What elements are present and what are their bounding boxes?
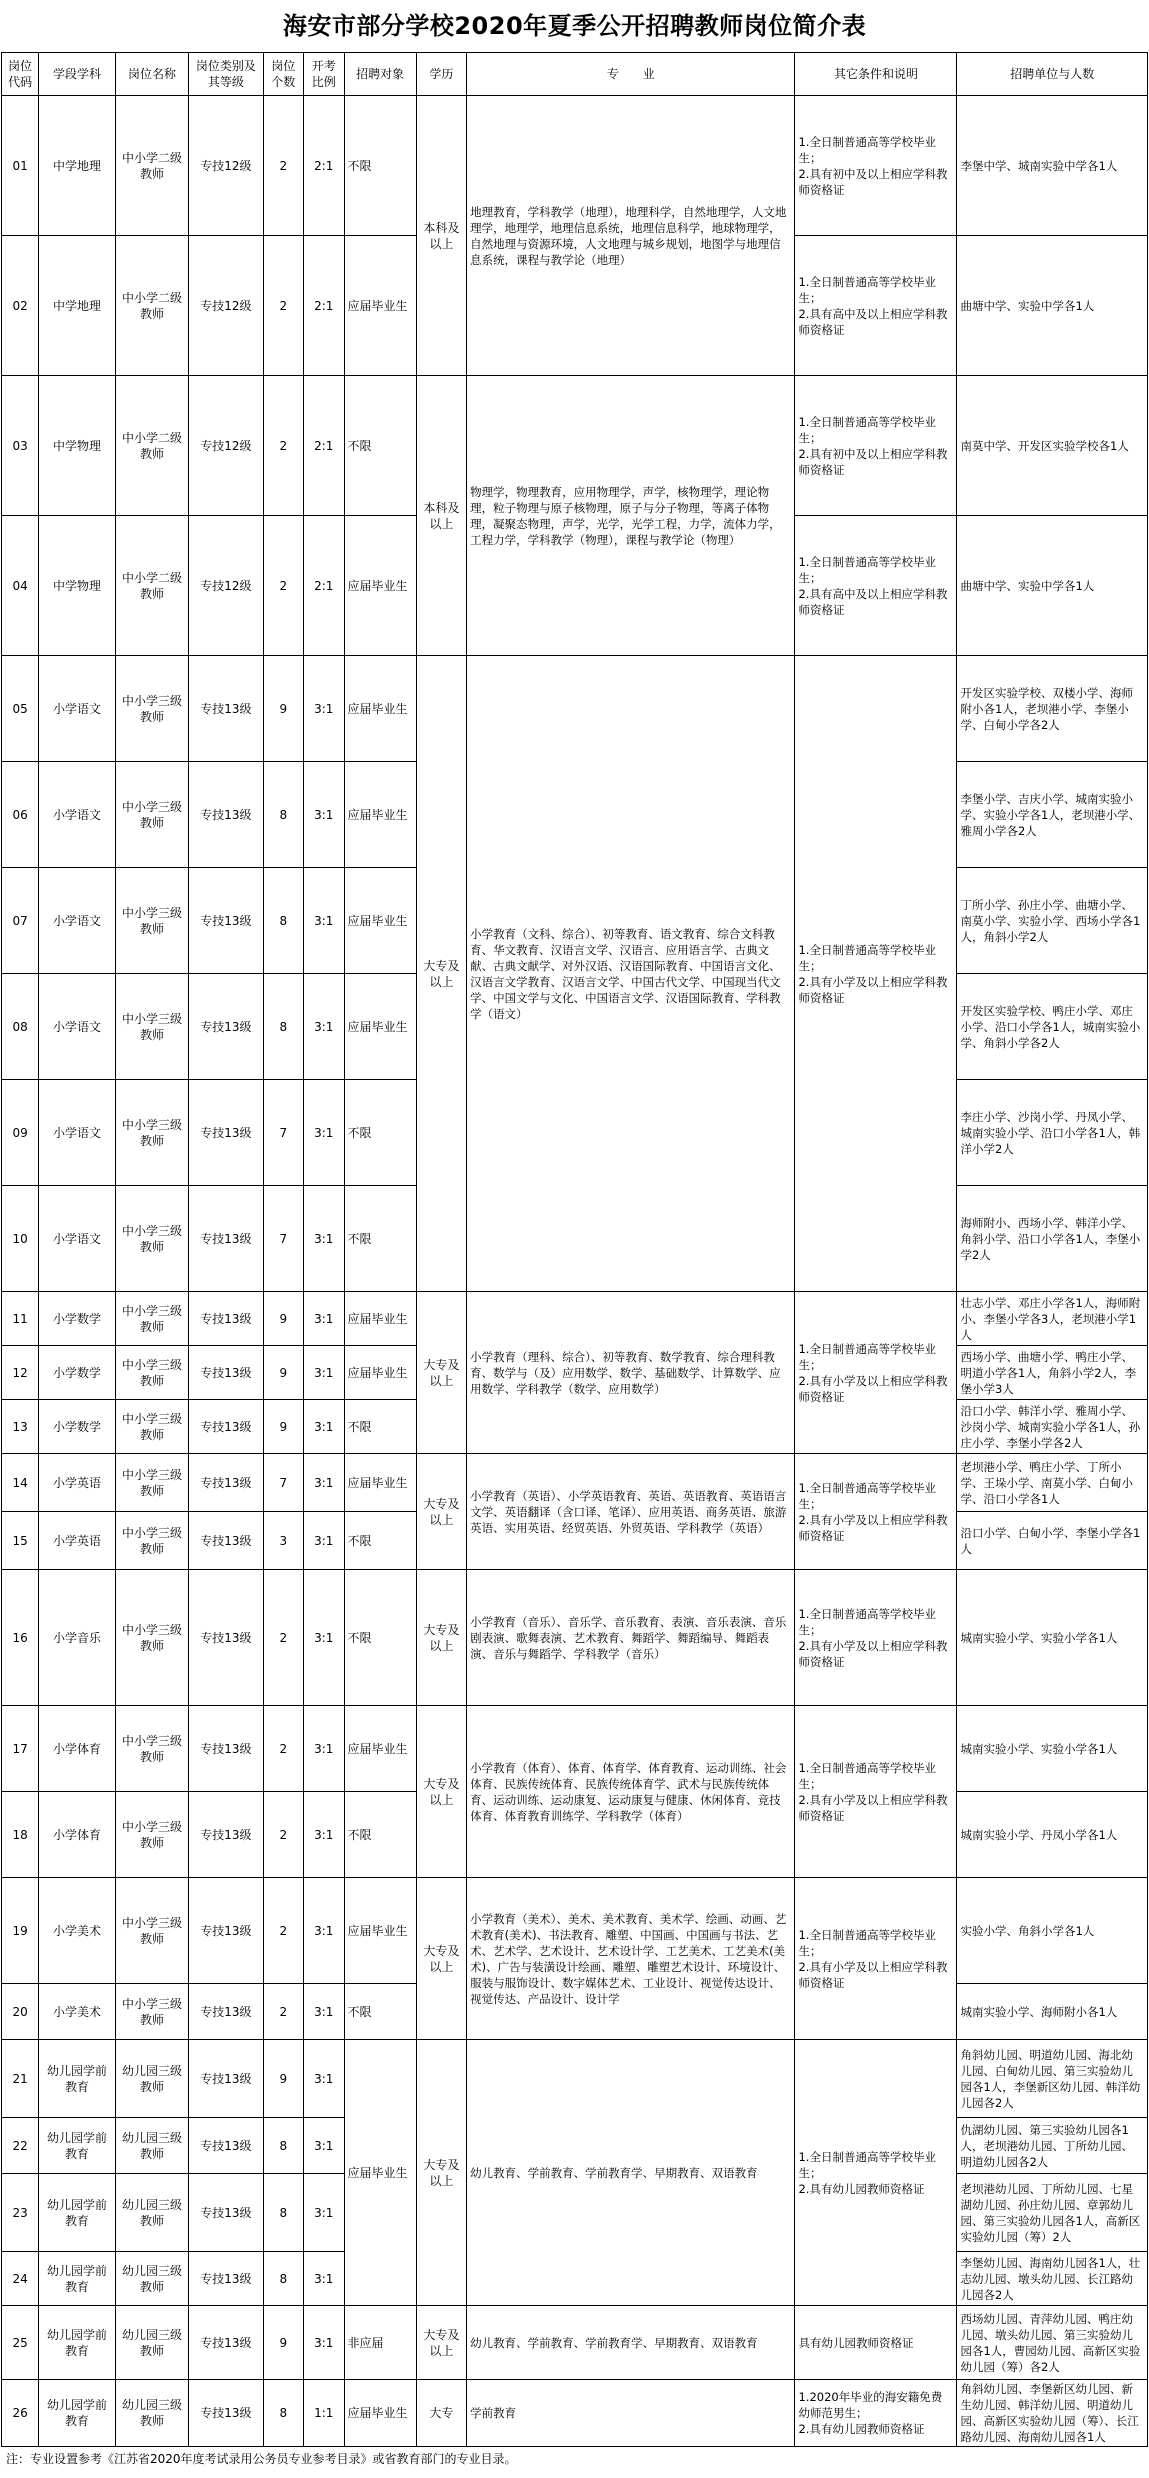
cell-post: 中小学三级教师 [115,656,188,762]
cell-subject: 小学英语 [39,1454,116,1512]
cell-code: 24 [2,2252,39,2306]
table-row [2,656,1148,762]
cell-count: 9 [263,2306,303,2380]
header-count: 岗位个数 [263,53,303,96]
cell-subject: 小学美术 [39,1878,116,1984]
header-code: 岗位代码 [2,53,39,96]
cell-count: 2 [263,516,303,656]
cell-post: 幼儿园三级教师 [115,2040,188,2118]
cell-count: 2 [263,376,303,516]
cell-target: 不限 [344,1400,416,1454]
cell-grade: 专技13级 [189,2380,263,2447]
cell-major: 幼儿教育、学前教育、学前教育学、早期教育、双语教育 [467,2306,795,2380]
cell-subject: 小学语文 [39,656,116,762]
cell-post: 中小学三级教师 [115,1570,188,1706]
cell-target: 应届毕业生 [344,974,416,1080]
cell-grade: 专技13级 [189,1706,263,1792]
cell-subject: 小学体育 [39,1706,116,1792]
cell-major: 小学教育（美术）、美术、美术教育、美术学、绘画、动画、艺术教育(美术)、书法教育、雕塑、中国画、中国画与书法、艺术、艺术学、艺术设计、艺术设计学、工艺美术、工艺美术(美术)、广告与装潢设计绘画、雕塑、雕塑艺术设计、环境设计、服装与服饰设计、数字媒体艺术、工业设计、视觉传达设计、视觉传达、产品设计、设计学 [467,1878,795,2040]
cell-subject: 中学地理 [39,236,116,376]
cell-other: 1.全日制普通高等学校毕业生； 2.具有高中及以上相应学科教师资格证 [795,236,957,376]
cell-other: 1.全日制普通高等学校毕业生； 2.具有小学及以上相应学科教师资格证 [795,1292,957,1454]
cell-other: 1.全日制普通高等学校毕业生； 2.具有初中及以上相应学科教师资格证 [795,376,957,516]
cell-units: 仇湖幼儿园、第三实验幼儿园各1人，老坝港幼儿园、丁所幼儿园、明道幼儿园各2人 [957,2118,1148,2174]
cell-grade: 专技13级 [189,974,263,1080]
cell-target: 应届毕业生 [344,2380,416,2447]
cell-ratio: 3:1 [304,2252,344,2306]
cell-units: 城南实验小学、实验小学各1人 [957,1706,1148,1792]
cell-ratio: 2:1 [304,96,344,236]
cell-ratio: 3:1 [304,656,344,762]
cell-post: 中小学二级教师 [115,376,188,516]
cell-target: 不限 [344,96,416,236]
cell-subject: 小学美术 [39,1984,116,2040]
cell-grade: 专技13级 [189,1570,263,1706]
cell-ratio: 3:1 [304,1186,344,1292]
cell-units: 角斜幼儿园、李堡新区幼儿园、新生幼儿园、韩洋幼儿园、明道幼儿园、高新区实验幼儿园（筹）、长江路幼儿园、海南幼儿园各1人 [957,2380,1148,2447]
cell-post: 中小学三级教师 [115,1878,188,1984]
cell-ratio: 3:1 [304,2118,344,2174]
cell-post: 中小学三级教师 [115,762,188,868]
cell-subject: 小学语文 [39,762,116,868]
cell-ratio: 3:1 [304,2040,344,2118]
cell-post: 幼儿园三级教师 [115,2252,188,2306]
cell-other: 1.全日制普通高等学校毕业生； 2.具有小学及以上相应学科教师资格证 [795,1454,957,1570]
cell-ratio: 3:1 [304,974,344,1080]
cell-target: 应届毕业生 [344,236,416,376]
cell-edu: 大专及以上 [416,2306,466,2380]
cell-other: 1.全日制普通高等学校毕业生； 2.具有小学及以上相应学科教师资格证 [795,656,957,1292]
table-row [2,2380,1148,2447]
cell-code: 17 [2,1706,39,1792]
cell-code: 09 [2,1080,39,1186]
header-edu: 学历 [416,53,466,96]
cell-count: 8 [263,2252,303,2306]
cell-post: 中小学三级教师 [115,1186,188,1292]
cell-subject: 小学语文 [39,974,116,1080]
cell-ratio: 3:1 [304,1984,344,2040]
table-row [2,96,1148,236]
cell-count: 9 [263,1292,303,1346]
cell-post: 中小学三级教师 [115,1292,188,1346]
cell-post: 中小学三级教师 [115,1346,188,1400]
cell-count: 8 [263,762,303,868]
cell-grade: 专技13级 [189,2252,263,2306]
cell-other: 1.全日制普通高等学校毕业生； 2.具有初中及以上相应学科教师资格证 [795,96,957,236]
cell-units: 南莫中学、开发区实验学校各1人 [957,376,1148,516]
table-row [2,2306,1148,2380]
cell-ratio: 3:1 [304,1080,344,1186]
cell-subject: 幼儿园学前教育 [39,2040,116,2118]
cell-target: 不限 [344,376,416,516]
cell-code: 04 [2,516,39,656]
cell-ratio: 3:1 [304,1512,344,1570]
cell-target: 应届毕业生 [344,1706,416,1792]
cell-ratio: 3:1 [304,868,344,974]
cell-other: 具有幼儿园教师资格证 [795,2306,957,2380]
cell-subject: 小学语文 [39,1080,116,1186]
cell-code: 23 [2,2174,39,2252]
cell-target: 应届毕业生 [344,1292,416,1346]
cell-ratio: 3:1 [304,1454,344,1512]
cell-target: 不限 [344,1570,416,1706]
cell-subject: 幼儿园学前教育 [39,2380,116,2447]
cell-subject: 中学地理 [39,96,116,236]
cell-edu: 大专及以上 [416,1454,466,1570]
cell-edu: 大专及以上 [416,1570,466,1706]
cell-grade: 专技13级 [189,1792,263,1878]
cell-code: 10 [2,1186,39,1292]
table-row [2,1454,1148,1512]
cell-count: 2 [263,96,303,236]
table-row [2,1292,1148,1346]
cell-other: 1.全日制普通高等学校毕业生； 2.具有小学及以上相应学科教师资格证 [795,1570,957,1706]
header-units: 招聘单位与人数 [957,53,1148,96]
cell-ratio: 2:1 [304,516,344,656]
cell-post: 幼儿园三级教师 [115,2380,188,2447]
table-row [2,376,1148,516]
cell-edu: 大专及以上 [416,1706,466,1878]
cell-subject: 小学音乐 [39,1570,116,1706]
cell-subject: 幼儿园学前教育 [39,2174,116,2252]
cell-post: 中小学三级教师 [115,974,188,1080]
cell-count: 2 [263,1792,303,1878]
cell-edu: 大专及以上 [416,1292,466,1454]
cell-ratio: 3:1 [304,2306,344,2380]
cell-other: 1.全日制普通高等学校毕业生； 2.具有幼儿园教师资格证 [795,2040,957,2306]
cell-units: 壮志小学、邓庄小学各1人，海师附小、李堡小学各3人，老坝港小学1人 [957,1292,1148,1346]
cell-code: 02 [2,236,39,376]
cell-code: 06 [2,762,39,868]
cell-other: 1.全日制普通高等学校毕业生； 2.具有小学及以上相应学科教师资格证 [795,1706,957,1878]
cell-post: 中小学三级教师 [115,1512,188,1570]
cell-ratio: 3:1 [304,1706,344,1792]
cell-units: 开发区实验学校、双楼小学、海师附小各1人，老坝港小学、李堡小学、白甸小学各2人 [957,656,1148,762]
cell-edu: 大专 [416,2380,466,2447]
cell-units: 海师附小、西场小学、韩洋小学、角斜小学、沿口小学各1人，李堡小学2人 [957,1186,1148,1292]
cell-target: 应届毕业生 [344,1454,416,1512]
cell-major: 地理教育，学科教学（地理），地理科学，自然地理学，人文地理学，地理学，地理信息系统，地理信息科学，地球物理学，自然地理与资源环境，人文地理与城乡规划，地图学与地理信息系统，课程与教学论（地理） [467,96,795,376]
header-ratio: 开考比例 [304,53,344,96]
cell-post: 中小学三级教师 [115,1706,188,1792]
cell-ratio: 2:1 [304,376,344,516]
header-row [2,53,1148,96]
cell-count: 9 [263,2040,303,2118]
cell-code: 11 [2,1292,39,1346]
cell-count: 7 [263,1186,303,1292]
cell-grade: 专技13级 [189,2306,263,2380]
cell-target: 应届毕业生 [344,2040,416,2306]
page-title: 海安市部分学校2020年夏季公开招聘教师岗位简介表 [282,12,867,40]
cell-post: 幼儿园三级教师 [115,2118,188,2174]
cell-target: 应届毕业生 [344,762,416,868]
cell-units: 曲塘中学、实验中学各1人 [957,236,1148,376]
cell-subject: 中学物理 [39,516,116,656]
header-target: 招聘对象 [344,53,416,96]
cell-count: 2 [263,1878,303,1984]
cell-edu: 大专及以上 [416,1878,466,2040]
cell-units: 老坝港幼儿园、丁所幼儿园、七星湖幼儿园、孙庄幼儿园、章郭幼儿园、第三实验幼儿园各1人，高新区实验幼儿园（筹）2人 [957,2174,1148,2252]
cell-subject: 小学数学 [39,1346,116,1400]
table-row [2,1878,1148,1984]
cell-grade: 专技13级 [189,1512,263,1570]
cell-grade: 专技13级 [189,1984,263,2040]
cell-grade: 专技13级 [189,656,263,762]
cell-grade: 专技13级 [189,1080,263,1186]
cell-code: 25 [2,2306,39,2380]
cell-post: 中小学三级教师 [115,1454,188,1512]
cell-grade: 专技13级 [189,1454,263,1512]
cell-major: 小学教育（体育）、体育、体育学、体育教育、运动训练、社会体育、民族传统体育、民族传统体育学、武术与民族传统体育、运动训练、运动康复、运动康复与健康、休闲体育、竞技体育、体育教育训练学、学科教学（体育） [467,1706,795,1878]
cell-subject: 幼儿园学前教育 [39,2118,116,2174]
cell-code: 21 [2,2040,39,2118]
cell-post: 幼儿园三级教师 [115,2174,188,2252]
cell-edu: 大专及以上 [416,2040,466,2306]
cell-grade: 专技13级 [189,1878,263,1984]
cell-post: 中小学三级教师 [115,1984,188,2040]
cell-count: 3 [263,1512,303,1570]
cell-other: 1.全日制普通高等学校毕业生； 2.具有高中及以上相应学科教师资格证 [795,516,957,656]
cell-units: 老坝港小学、鸭庄小学、丁所小学、王垛小学、南莫小学、白甸小学、沿口小学各1人 [957,1454,1148,1512]
cell-units: 曲塘中学、实验中学各1人 [957,516,1148,656]
cell-count: 8 [263,868,303,974]
table-row [2,1706,1148,1792]
cell-code: 22 [2,2118,39,2174]
cell-grade: 专技13级 [189,1346,263,1400]
cell-subject: 小学语文 [39,868,116,974]
cell-code: 07 [2,868,39,974]
table-row [2,2040,1148,2118]
cell-target: 不限 [344,1186,416,1292]
cell-target: 不限 [344,1512,416,1570]
cell-post: 中小学三级教师 [115,1792,188,1878]
cell-major: 小学教育（理科、综合）、初等教育、数学教育、综合理科教育、数学与（及）应用数学、数学、基础数学、计算数学、应用数学、学科教学（数学、应用数学） [467,1292,795,1454]
cell-code: 18 [2,1792,39,1878]
cell-count: 2 [263,1570,303,1706]
cell-major: 学前教育 [467,2380,795,2447]
cell-target: 不限 [344,1080,416,1186]
cell-edu: 大专及以上 [416,656,466,1292]
cell-ratio: 3:1 [304,1292,344,1346]
cell-units: 城南实验小学、海师附小各1人 [957,1984,1148,2040]
footnote: 注：专业设置参考《江苏省2020年度考试录用公务员专业参考目录》或省教育部门的专业目录。 [6,2452,517,2466]
cell-post: 中小学三级教师 [115,1400,188,1454]
cell-count: 8 [263,2380,303,2447]
cell-grade: 专技13级 [189,1186,263,1292]
cell-code: 05 [2,656,39,762]
cell-units: 沿口小学、白甸小学、李堡小学各1人 [957,1512,1148,1570]
cell-grade: 专技13级 [189,2118,263,2174]
cell-subject: 幼儿园学前教育 [39,2306,116,2380]
cell-units: 西场幼儿园、青萍幼儿园、鸭庄幼儿园、墩头幼儿园、第三实验幼儿园各1人，曹园幼儿园、高新区实验幼儿园（筹）各2人 [957,2306,1148,2380]
cell-units: 城南实验小学、丹凤小学各1人 [957,1792,1148,1878]
cell-major: 物理学，物理教育，应用物理学，声学，核物理学，理论物理，粒子物理与原子核物理，原子与分子物理，等离子体物理，凝聚态物理，声学，光学，光学工程，力学，流体力学，工程力学，学科教学（物理），课程与教学论（物理） [467,376,795,656]
cell-edu: 本科及以上 [416,376,466,656]
cell-code: 19 [2,1878,39,1984]
cell-grade: 专技13级 [189,1400,263,1454]
cell-units: 李堡中学、城南实验中学各1人 [957,96,1148,236]
cell-count: 9 [263,1400,303,1454]
cell-other: 1.2020年毕业的海安籍免费幼师范男生； 2.具有幼儿园教师资格证 [795,2380,957,2447]
cell-grade: 专技13级 [189,2174,263,2252]
cell-subject: 小学数学 [39,1400,116,1454]
cell-target: 不限 [344,1984,416,2040]
cell-subject: 小学语文 [39,1186,116,1292]
cell-units: 李堡小学、吉庆小学、城南实验小学、实验小学各1人，老坝港小学、雅周小学各2人 [957,762,1148,868]
cell-major: 小学教育（文科、综合）、初等教育、语文教育、综合文科教育、华文教育、汉语言文学、汉语言、应用语言学、古典文献、古典文献学、对外汉语、汉语国际教育、中国语言文化、汉语言文学教育、汉语言文学、中国古代文学、中国现当代文学、中国文学与文化、中国语言文学、汉语国际教育、学科教学（语文） [467,656,795,1292]
cell-count: 8 [263,2174,303,2252]
cell-units: 西场小学、曲塘小学、鸭庄小学、明道小学各1人，角斜小学2人，李堡小学3人 [957,1346,1148,1400]
cell-ratio: 3:1 [304,1792,344,1878]
cell-target: 非应届 [344,2306,416,2380]
cell-grade: 专技13级 [189,1292,263,1346]
cell-grade: 专技12级 [189,516,263,656]
cell-grade: 专技13级 [189,2040,263,2118]
cell-units: 李堡幼儿园、海南幼儿园各1人，壮志幼儿园、墩头幼儿园、长江路幼儿园各2人 [957,2252,1148,2306]
cell-count: 2 [263,1706,303,1792]
cell-code: 16 [2,1570,39,1706]
header-subject: 学段学科 [39,53,116,96]
cell-code: 01 [2,96,39,236]
cell-code: 20 [2,1984,39,2040]
cell-ratio: 3:1 [304,1400,344,1454]
cell-target: 应届毕业生 [344,1346,416,1400]
cell-count: 9 [263,656,303,762]
cell-grade: 专技12级 [189,96,263,236]
cell-units: 沿口小学、韩洋小学、雅周小学、沙岗小学、城南实验小学各1人，孙庄小学、李堡小学各2人 [957,1400,1148,1454]
cell-code: 13 [2,1400,39,1454]
header-other: 其它条件和说明 [795,53,957,96]
header-major: 专 业 [467,53,795,96]
cell-major: 小学教育（英语）、小学英语教育、英语、英语教育、英语语言文学、英语翻译（含口译、笔译）、应用英语、商务英语、旅游英语、实用英语、经贸英语、外贸英语、学科教学（英语） [467,1454,795,1570]
cell-target: 应届毕业生 [344,656,416,762]
cell-units: 丁所小学、孙庄小学、曲塘小学、南莫小学、实验小学、西场小学各1人，角斜小学2人 [957,868,1148,974]
cell-subject: 小学体育 [39,1792,116,1878]
cell-post: 中小学二级教师 [115,236,188,376]
cell-grade: 专技12级 [189,376,263,516]
cell-grade: 专技12级 [189,236,263,376]
cell-subject: 小学数学 [39,1292,116,1346]
cell-ratio: 2:1 [304,236,344,376]
cell-code: 03 [2,376,39,516]
cell-subject: 小学英语 [39,1512,116,1570]
cell-units: 角斜幼儿园、明道幼儿园、海北幼儿园、白甸幼儿园、第三实验幼儿园各1人，李堡新区幼儿园、韩洋幼儿园各2人 [957,2040,1148,2118]
cell-units: 李庄小学、沙岗小学、丹凤小学、城南实验小学、沿口小学各1人，韩洋小学2人 [957,1080,1148,1186]
table-row [2,1570,1148,1706]
cell-units: 城南实验小学、实验小学各1人 [957,1570,1148,1706]
cell-post: 幼儿园三级教师 [115,2306,188,2380]
header-grade: 岗位类别及其等级 [189,53,263,96]
cell-code: 08 [2,974,39,1080]
cell-count: 9 [263,1346,303,1400]
cell-grade: 专技13级 [189,868,263,974]
cell-subject: 幼儿园学前教育 [39,2252,116,2306]
cell-ratio: 1:1 [304,2380,344,2447]
cell-code: 26 [2,2380,39,2447]
cell-other: 1.全日制普通高等学校毕业生； 2.具有小学及以上相应学科教师资格证 [795,1878,957,2040]
cell-edu: 本科及以上 [416,96,466,376]
cell-code: 12 [2,1346,39,1400]
cell-code: 15 [2,1512,39,1570]
cell-count: 7 [263,1454,303,1512]
cell-target: 不限 [344,1792,416,1878]
cell-major: 幼儿教育、学前教育、学前教育学、早期教育、双语教育 [467,2040,795,2306]
header-post: 岗位名称 [115,53,188,96]
cell-grade: 专技13级 [189,762,263,868]
cell-ratio: 3:1 [304,762,344,868]
cell-code: 14 [2,1454,39,1512]
cell-count: 2 [263,236,303,376]
recruitment-table [1,52,1148,2447]
cell-post: 中小学二级教师 [115,96,188,236]
cell-ratio: 3:1 [304,1570,344,1706]
cell-subject: 中学物理 [39,376,116,516]
cell-ratio: 3:1 [304,2174,344,2252]
cell-ratio: 3:1 [304,1346,344,1400]
cell-count: 2 [263,1984,303,2040]
cell-units: 实验小学、角斜小学各1人 [957,1878,1148,1984]
cell-units: 开发区实验学校、鸭庄小学、邓庄小学、沿口小学各1人，城南实验小学、角斜小学各2人 [957,974,1148,1080]
cell-count: 8 [263,974,303,1080]
cell-ratio: 3:1 [304,1878,344,1984]
cell-target: 应届毕业生 [344,516,416,656]
cell-major: 小学教育（音乐）、音乐学、音乐教育、表演、音乐表演、音乐剧表演、歌舞表演、艺术教育、舞蹈学、舞蹈编导、舞蹈表演、音乐与舞蹈学、学科教学（音乐） [467,1570,795,1706]
cell-post: 中小学三级教师 [115,1080,188,1186]
cell-post: 中小学三级教师 [115,868,188,974]
cell-post: 中小学二级教师 [115,516,188,656]
cell-count: 8 [263,2118,303,2174]
cell-count: 7 [263,1080,303,1186]
cell-target: 应届毕业生 [344,868,416,974]
cell-target: 应届毕业生 [344,1878,416,1984]
